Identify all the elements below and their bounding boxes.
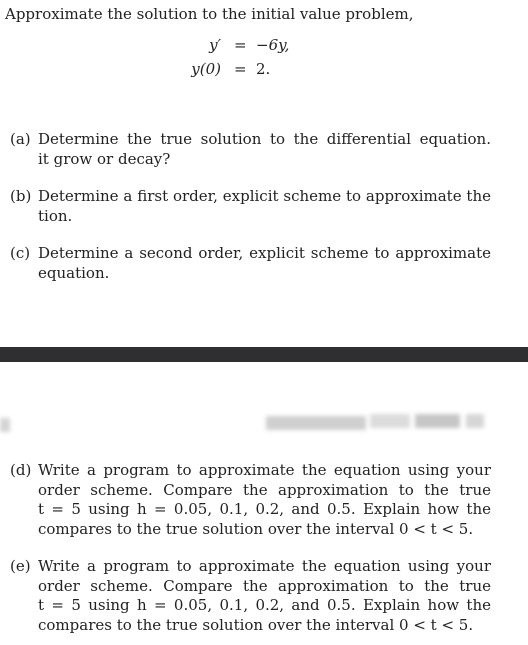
part-a-line-2: it grow or decay?: [38, 149, 171, 168]
part-b-text: [38, 187, 491, 226]
problem-intro: Approximate the solution to the initial value problem,: [5, 5, 414, 23]
part-c-text: [38, 244, 491, 283]
blurred-fragment-2: [370, 414, 410, 428]
equation-1-lhs: y′: [209, 36, 221, 54]
part-c-label: (c): [10, 244, 31, 262]
part-c-line-1: Determine a second order, explicit scheme to approximate: [38, 244, 491, 262]
part-b-label: (b): [10, 187, 32, 205]
part-d-text: [38, 461, 491, 539]
part-b-line-2: tion.: [38, 206, 73, 225]
equation-2-rhs: 2.: [256, 60, 271, 78]
equation-1-relation: =: [234, 36, 247, 54]
part-e-line-1: Write a program to approximate the equation using your: [38, 557, 491, 575]
part-a-text: [38, 130, 491, 169]
part-e-line-2: order scheme. Compare the approximation to the true: [38, 576, 491, 595]
part-d-line-3: t = 5 using h = 0.05, 0.1, 0.2, and 0.5. Explain how the: [38, 500, 491, 518]
part-a-label: (a): [10, 130, 31, 148]
part-d-line-1: Write a program to approximate the equation using your: [38, 461, 491, 479]
equation-1-rhs: −6y,: [256, 36, 290, 54]
part-d-line-2: order scheme. Compare the approximation to the true: [38, 480, 491, 499]
part-e-label: (e): [10, 557, 31, 575]
part-a-line-1: Determine the true solution to the differential equation.: [38, 130, 491, 148]
blurred-fragment-left: [0, 418, 10, 432]
part-e-line-3: t = 5 using h = 0.05, 0.1, 0.2, and 0.5. Explain how the: [38, 596, 491, 614]
equation-2-lhs: y(0): [191, 60, 221, 78]
blurred-fragment-1: [266, 416, 366, 430]
part-e-line-4: compares to the true solution over the interval 0 < t < 5.: [38, 615, 474, 634]
part-e-text: [38, 557, 491, 635]
page-divider: [0, 347, 528, 362]
part-d-line-4: compares to the true solution over the interval 0 < t < 5.: [38, 519, 474, 538]
blurred-fragment-4: [466, 414, 484, 428]
equation-2-relation: =: [234, 60, 247, 78]
part-d-label: (d): [10, 461, 32, 479]
part-b-line-1: Determine a first order, explicit scheme to approximate the: [38, 187, 491, 205]
part-c-line-2: equation.: [38, 263, 110, 282]
blurred-fragment-3: [415, 414, 460, 428]
